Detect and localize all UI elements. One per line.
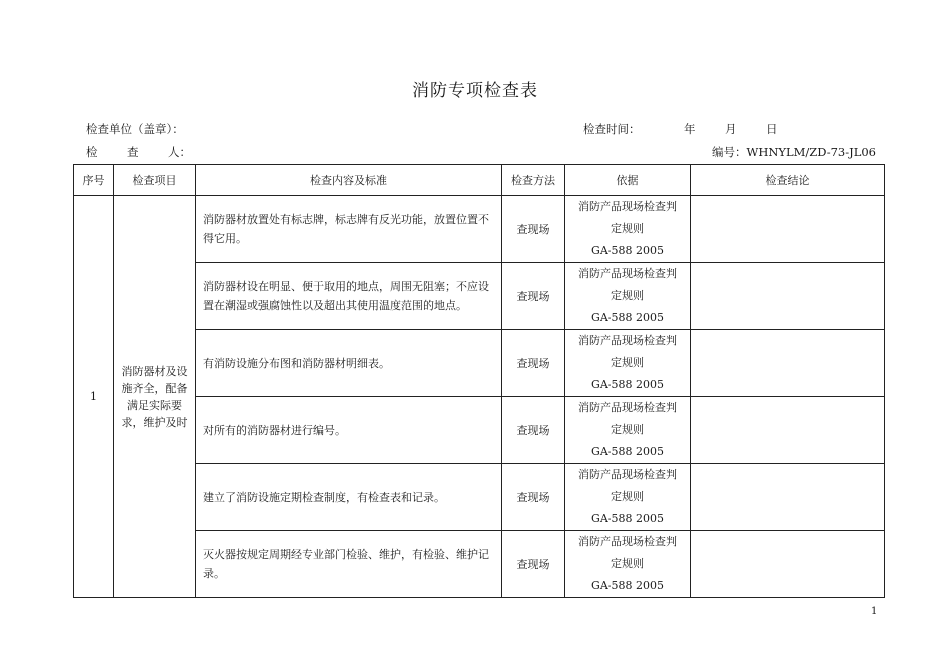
basis-cell <box>565 397 691 464</box>
table-row <box>74 330 885 397</box>
inspector-char-3: 人： <box>168 145 191 159</box>
basis-line: GA-588 2005 <box>591 311 664 324</box>
result-cell[interactable] <box>691 263 885 330</box>
method-cell: 查现场 <box>502 196 565 263</box>
table-row <box>74 263 885 330</box>
content-cell: 建立了消防设施定期检查制度，有检查表和记录。 <box>196 464 502 531</box>
basis-line: 消防产品现场检查判 <box>578 200 677 213</box>
result-cell[interactable] <box>691 397 885 464</box>
result-cell[interactable] <box>691 531 885 598</box>
basis-cell <box>565 196 691 263</box>
basis-line: 消防产品现场检查判 <box>578 535 677 548</box>
method-cell: 查现场 <box>502 464 565 531</box>
col-header-item: 检查项目 <box>114 165 196 196</box>
basis-cell <box>565 531 691 598</box>
method-cell: 查现场 <box>502 397 565 464</box>
basis-line: 消防产品现场检查判 <box>578 468 677 481</box>
col-header-seq: 序号 <box>74 165 114 196</box>
method-cell: 查现场 <box>502 263 565 330</box>
document-code: 编号：WHNYLM/ZD-73-JL06 <box>712 145 876 159</box>
col-header-content: 检查内容及标准 <box>196 165 502 196</box>
basis-line: 定规则 <box>611 490 644 503</box>
month-label: 月 <box>725 122 737 136</box>
basis-line: 定规则 <box>611 557 644 570</box>
basis-cell <box>565 464 691 531</box>
basis-line: 定规则 <box>611 423 644 436</box>
result-cell[interactable] <box>691 464 885 531</box>
result-cell[interactable] <box>691 330 885 397</box>
table-header-row <box>74 165 885 196</box>
basis-cell <box>565 263 691 330</box>
content-cell: 消防器材放置处有标志牌，标志牌有反光功能，放置位置不得它用。 <box>196 196 502 263</box>
table-row <box>74 196 885 263</box>
inspector-char-1: 检 <box>86 145 98 159</box>
content-cell: 灭火器按规定周期经专业部门检验、维护，有检验、维护记录。 <box>196 531 502 598</box>
content-cell: 消防器材设在明显、便于取用的地点，周围无阻塞；不应设置在潮湿或强腐蚀性以及超出其使用温度范围的地点。 <box>196 263 502 330</box>
table-row <box>74 464 885 531</box>
basis-line: GA-588 2005 <box>591 512 664 525</box>
document-title: 消防专项检查表 <box>412 81 538 101</box>
seq-cell: 1 <box>74 196 114 598</box>
col-header-basis: 依据 <box>565 165 691 196</box>
basis-line: 消防产品现场检查判 <box>578 334 677 347</box>
content-cell: 有消防设施分布图和消防器材明细表。 <box>196 330 502 397</box>
year-label: 年 <box>684 122 696 136</box>
basis-line: GA-588 2005 <box>591 378 664 391</box>
basis-line: GA-588 2005 <box>591 445 664 458</box>
basis-line: 消防产品现场检查判 <box>578 401 677 414</box>
method-cell: 查现场 <box>502 531 565 598</box>
check-item-text: 消防器材及设施齐全，配备满足实际要求，维护及时 <box>121 364 188 429</box>
basis-cell <box>565 330 691 397</box>
page-number: 1 <box>871 606 878 617</box>
inspector-char-2: 查 <box>127 145 139 159</box>
table-row <box>74 397 885 464</box>
basis-line: GA-588 2005 <box>591 579 664 592</box>
basis-line: 消防产品现场检查判 <box>578 267 677 280</box>
basis-line: 定规则 <box>611 356 644 369</box>
result-cell[interactable] <box>691 196 885 263</box>
day-label: 日 <box>766 122 778 136</box>
content-cell: 对所有的消防器材进行编号。 <box>196 397 502 464</box>
table-row <box>74 531 885 598</box>
col-header-method: 检查方法 <box>502 165 565 196</box>
method-cell: 查现场 <box>502 330 565 397</box>
col-header-result: 检查结论 <box>691 165 885 196</box>
basis-line: 定规则 <box>611 289 644 302</box>
inspection-time-label: 检查时间： <box>583 122 641 136</box>
check-item-cell <box>114 196 196 598</box>
inspection-unit-label: 检查单位（盖章）： <box>86 122 184 136</box>
basis-line: GA-588 2005 <box>591 244 664 257</box>
basis-line: 定规则 <box>611 222 644 235</box>
inspection-table <box>73 164 885 598</box>
